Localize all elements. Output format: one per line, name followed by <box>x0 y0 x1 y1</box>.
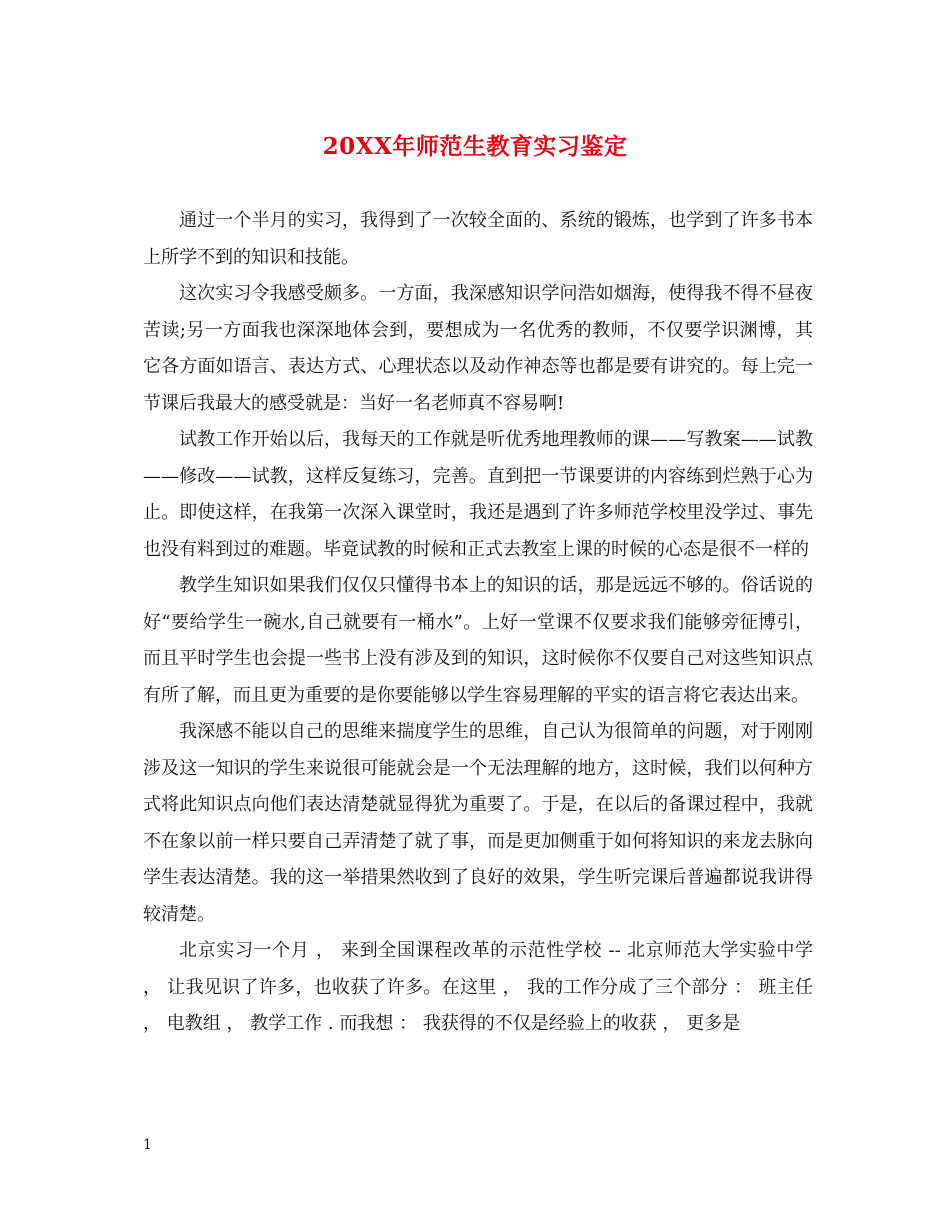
paragraph: 教学生知识如果我们仅仅只懂得书本上的知识的话，那是远远不够的。俗话说的好“要给学生一碗水,自己就要有一桶水”。上好一堂课不仅要求我们能够旁征博引，而且平时学生也会提一些书上没有涉及到的知识，这时候你不仅要自己对这些知识点有所了解，而且更为重要的是你要能够以学生容易理解的平实的语言将它表达出来。 <box>143 575 813 706</box>
paragraph: 试教工作开始以后，我每天的工作就是听优秀地理教师的课——写教案——试教——修改——试教，这样反复练习，完善。直到把一节课要讲的内容练到烂熟于心为止。即使这样，在我第一次深入课堂时，我还是遇到了许多师范学校里没学过、事先也没有料到过的难题。毕竟试教的时候和正式去教室上课的时候的心态是很不一样的 <box>143 429 813 560</box>
document-title: 20XX年师范生教育实习鉴定 <box>322 133 628 160</box>
paragraph: 通过一个半月的实习，我得到了一次较全面的、系统的锻炼，也学到了许多书本上所学不到的知识和技能。 <box>143 210 813 268</box>
document-body <box>143 203 813 1043</box>
paragraph: 这次实习令我感受颇多。一方面，我深感知识学问浩如烟海，使得我不得不昼夜苦读;另一方面我也深深地体会到，要想成为一名优秀的教师，不仅要学识渊博，其它各方面如语言、表达方式、心理状态以及动作神态等也都是要有讲究的。每上完一节课后我最大的感受就是：当好一名老师真不容易啊! <box>143 283 813 414</box>
paragraph: 北京实习一个月 ， 来到全国课程改革的示范性学校 -- 北京师范大学实验中学 ， 让我见识了许多，也收获了许多。在这里 ， 我的工作分成了三个部分 ： 班主任 ， 电教组 ， 教学工作 . 而我想 ： 我获得的不仅是经验上的收获 ， 更多是 <box>143 940 813 1034</box>
page-number: 1 <box>143 1137 152 1153</box>
paragraph: 我深感不能以自己的思维来揣度学生的思维，自己认为很简单的问题，对于刚刚涉及这一知识的学生来说很可能就会是一个无法理解的地方，这时候，我们以何种方式将此知识点向他们表达清楚就显得犹为重要了。于是，在以后的备课过程中，我就不在象以前一样只要自己弄清楚了就了事，而是更加侧重于如何将知识的来龙去脉向学生表达清楚。我的这一举措果然收到了良好的效果，学生听完课后普遍都说我讲得较清楚。 <box>143 721 813 925</box>
